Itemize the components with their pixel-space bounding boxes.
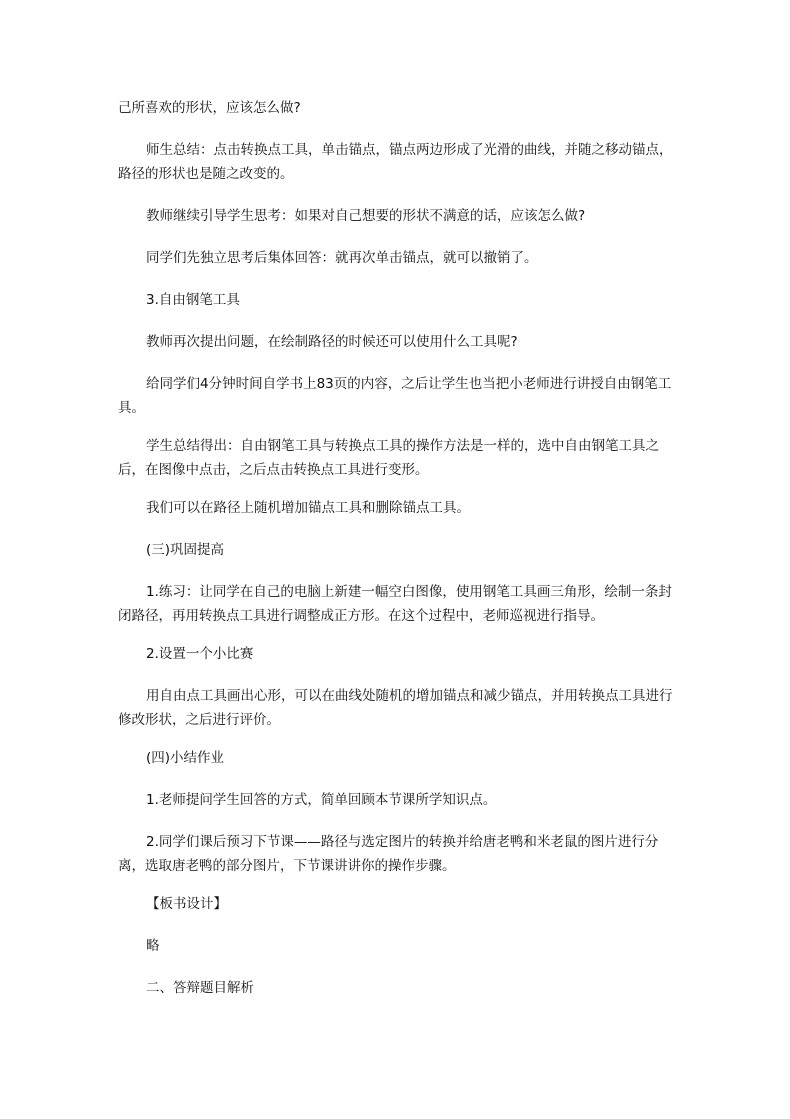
paragraph-heart-shape: 用自由点工具画出心形，可以在曲线处随机的增加锚点和减少锚点，并用转换点工具进行修改形状，之后进行评价。 — [118, 688, 673, 728]
heading-consolidation: (三)巩固提高 — [146, 542, 225, 558]
paragraph-omitted: 略 — [146, 938, 160, 954]
paragraph-self-study: 给同学们4分钟时间自学书上83页的内容，之后让学生也当把小老师进行讲授自由钢笔工具。 — [118, 376, 672, 416]
heading-summary-homework: (四)小结作业 — [146, 750, 225, 766]
paragraph-summary-convert-point: 师生总结：点击转换点工具，单击锚点，锚点两边形成了光滑的曲线，并随之移动锚点，路径的形状也是随之改变的。 — [118, 142, 673, 182]
paragraph-continuation: 己所喜欢的形状，应该怎么做? — [118, 100, 301, 116]
paragraph-review: 1.老师提问学生回答的方式，简单回顾本节课所学知识点。 — [146, 792, 497, 808]
heading-defense-questions: 二、答辩题目解析 — [146, 980, 254, 996]
paragraph-preview-homework: 2.同学们课后预习下节课——路径与选定图片的转换并给唐老鸭和米老鼠的图片进行分离，选取唐老鸭的部分图片，下节课讲讲你的操作步骤。 — [118, 834, 659, 874]
paragraph-exercise: 1.练习：让同学在自己的电脑上新建一幅空白图像，使用钢笔工具画三角形，绘制一条封闭路径，再用转换点工具进行调整成正方形。在这个过程中，老师巡视进行指导。 — [118, 584, 672, 624]
heading-small-contest: 2.设置一个小比赛 — [146, 646, 254, 662]
paragraph-students-answer: 同学们先独立思考后集体回答：就再次单击锚点，就可以撤销了。 — [146, 250, 538, 266]
heading-freeform-pen-tool: 3.自由钢笔工具 — [146, 292, 240, 308]
heading-blackboard-design: 【板书设计】 — [146, 896, 227, 912]
paragraph-teacher-guide: 教师继续引导学生思考：如果对自己想要的形状不满意的话，应该怎么做? — [146, 208, 586, 224]
paragraph-add-delete-anchor: 我们可以在路径上随机增加锚点工具和删除锚点工具。 — [146, 500, 470, 516]
paragraph-student-summary: 学生总结得出：自由钢笔工具与转换点工具的操作方法是一样的，选中自由钢笔工具之后，在图像中点击，之后点击转换点工具进行变形。 — [118, 438, 659, 478]
paragraph-teacher-question: 教师再次提出问题，在绘制路径的时候还可以使用什么工具呢? — [146, 334, 518, 350]
